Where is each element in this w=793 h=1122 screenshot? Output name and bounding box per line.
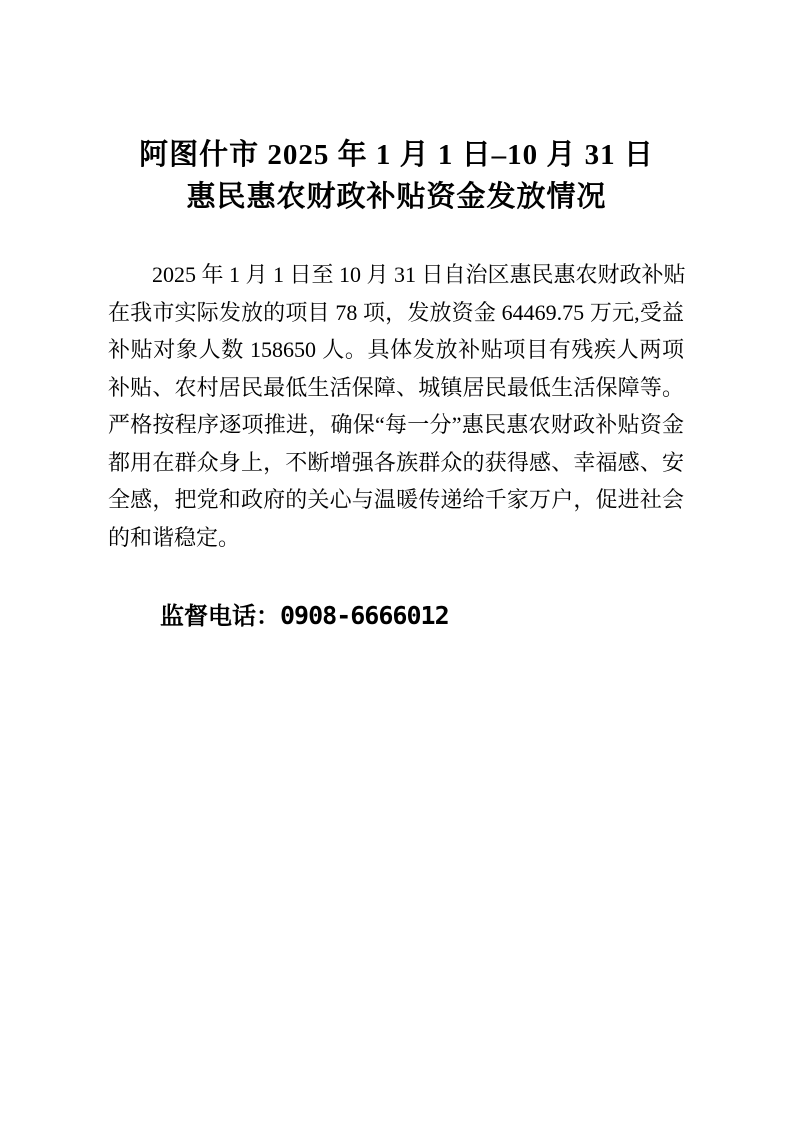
paragraph-line-5: 严格按程序逐项推进，确保“每一分”惠民惠农财政补贴资金: [108, 412, 684, 437]
paragraph-line-3: 补贴对象人数 158650 人。具体发放补贴项目有残疾人两项: [108, 337, 684, 362]
paragraph-line-8: 的和谐稳定。: [108, 524, 241, 550]
paragraph-line-1: 2025 年 1 月 1 日至 10 月 31 日自治区惠民惠农财政补贴: [152, 262, 686, 287]
paragraph-line-7: 全感，把党和政府的关心与温暖传递给千家万户，促进社会: [108, 487, 684, 512]
supervision-phone-label: 监督电话：: [160, 603, 280, 630]
supervision-phone-number: 0908-6666012: [280, 601, 449, 630]
paragraph-line-6: 都用在群众身上，不断增强各族群众的获得感、幸福感、安: [108, 449, 684, 475]
supervision-phone-line: [160, 600, 449, 633]
body-paragraph: [108, 256, 684, 556]
title-line-2: 惠民惠农财政补贴资金发放情况: [186, 181, 607, 213]
paragraph-line-2: 在我市实际发放的项目 78 项，发放资金 64469.75 万元,受益: [108, 299, 684, 325]
document-title: [0, 134, 793, 218]
paragraph-line-4: 补贴、农村居民最低生活保障、城镇居民最低生活保障等。: [108, 374, 684, 400]
title-line-1: 阿图什市 2025 年 1 月 1 日–10 月 31 日: [139, 139, 654, 171]
